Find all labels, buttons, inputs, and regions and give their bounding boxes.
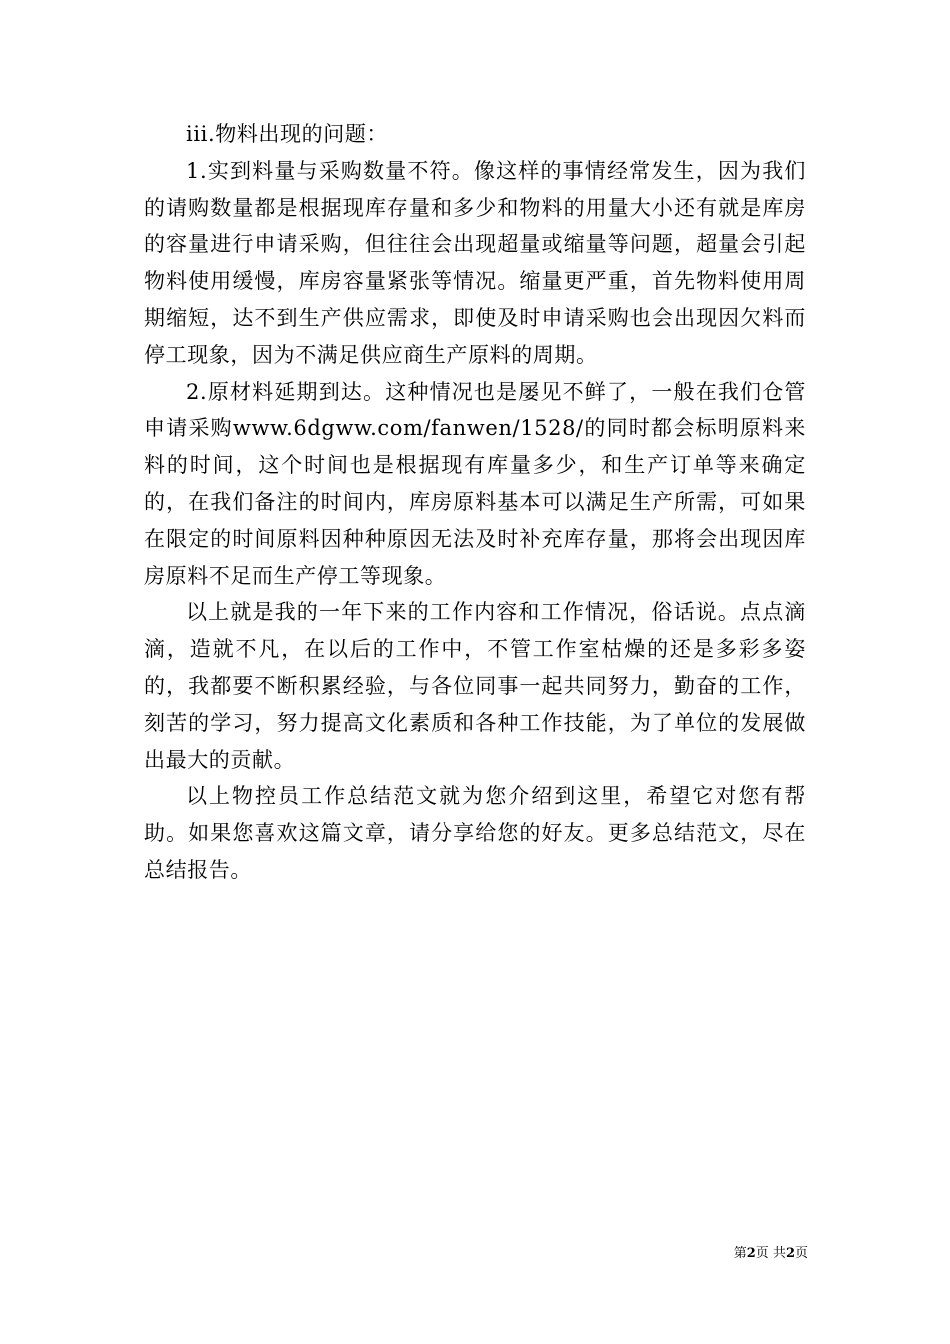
footer-middle: 页 共	[755, 1246, 786, 1261]
paragraph-year-summary: 以上就是我的一年下来的工作内容和工作情况，俗话说。点点滴滴，造就不凡，在以后的工作中，不管工作室枯燥的还是多彩多姿的，我都要不断积累经验，与各位同事一起共同努力，勤奋的工作，刻苦的学习，努力提高文化素质和各种工作技能，为了单位的发展做出最大的贡献。	[144, 600, 806, 772]
paragraph-quantity-mismatch: 1.实到料量与采购数量不符。像这样的事情经常发生，因为我们的请购数量都是根据现库存量和多少和物料的用量大小还有就是库房的容量进行申请采购，但往往会出现超量或缩量等问题，超量会引起物料使用缓慢，库房容量紧张等情况。缩量更严重，首先物料使用周期缩短，达不到生产供应需求，即使及时申请采购也会出现因欠料而停工现象，因为不满足供应商生产原料的周期。	[144, 158, 806, 367]
footer-current-page: 2	[746, 1246, 756, 1261]
paragraph-section-heading: iii.物料出现的问题：	[186, 122, 389, 146]
document-body	[144, 116, 806, 889]
paragraph-delayed-arrival: 2.原材料延期到达。这种情况也是屡见不鲜了，一般在我们仓管申请采购www.6dgww.com/fanwen/1528/的同时都会标明原料来料的时间，这个时间也是根据现有库量多少，和生产订单等来确定的，在我们备注的时间内，库房原料基本可以满足生产所需，可如果在限定的时间原料因种种原因无法及时补充库存量，那将会出现因库房原料不足而生产停工等现象。	[144, 379, 806, 588]
footer-total-pages: 2	[785, 1246, 795, 1261]
footer-prefix: 第	[733, 1246, 747, 1261]
paragraph-closing: 以上物控员工作总结范文就为您介绍到这里，希望它对您有帮助。如果您喜欢这篇文章，请分享给您的好友。更多总结范文，尽在总结报告。	[144, 784, 806, 882]
footer-suffix: 页	[794, 1246, 808, 1261]
page-number-footer	[708, 1246, 808, 1262]
